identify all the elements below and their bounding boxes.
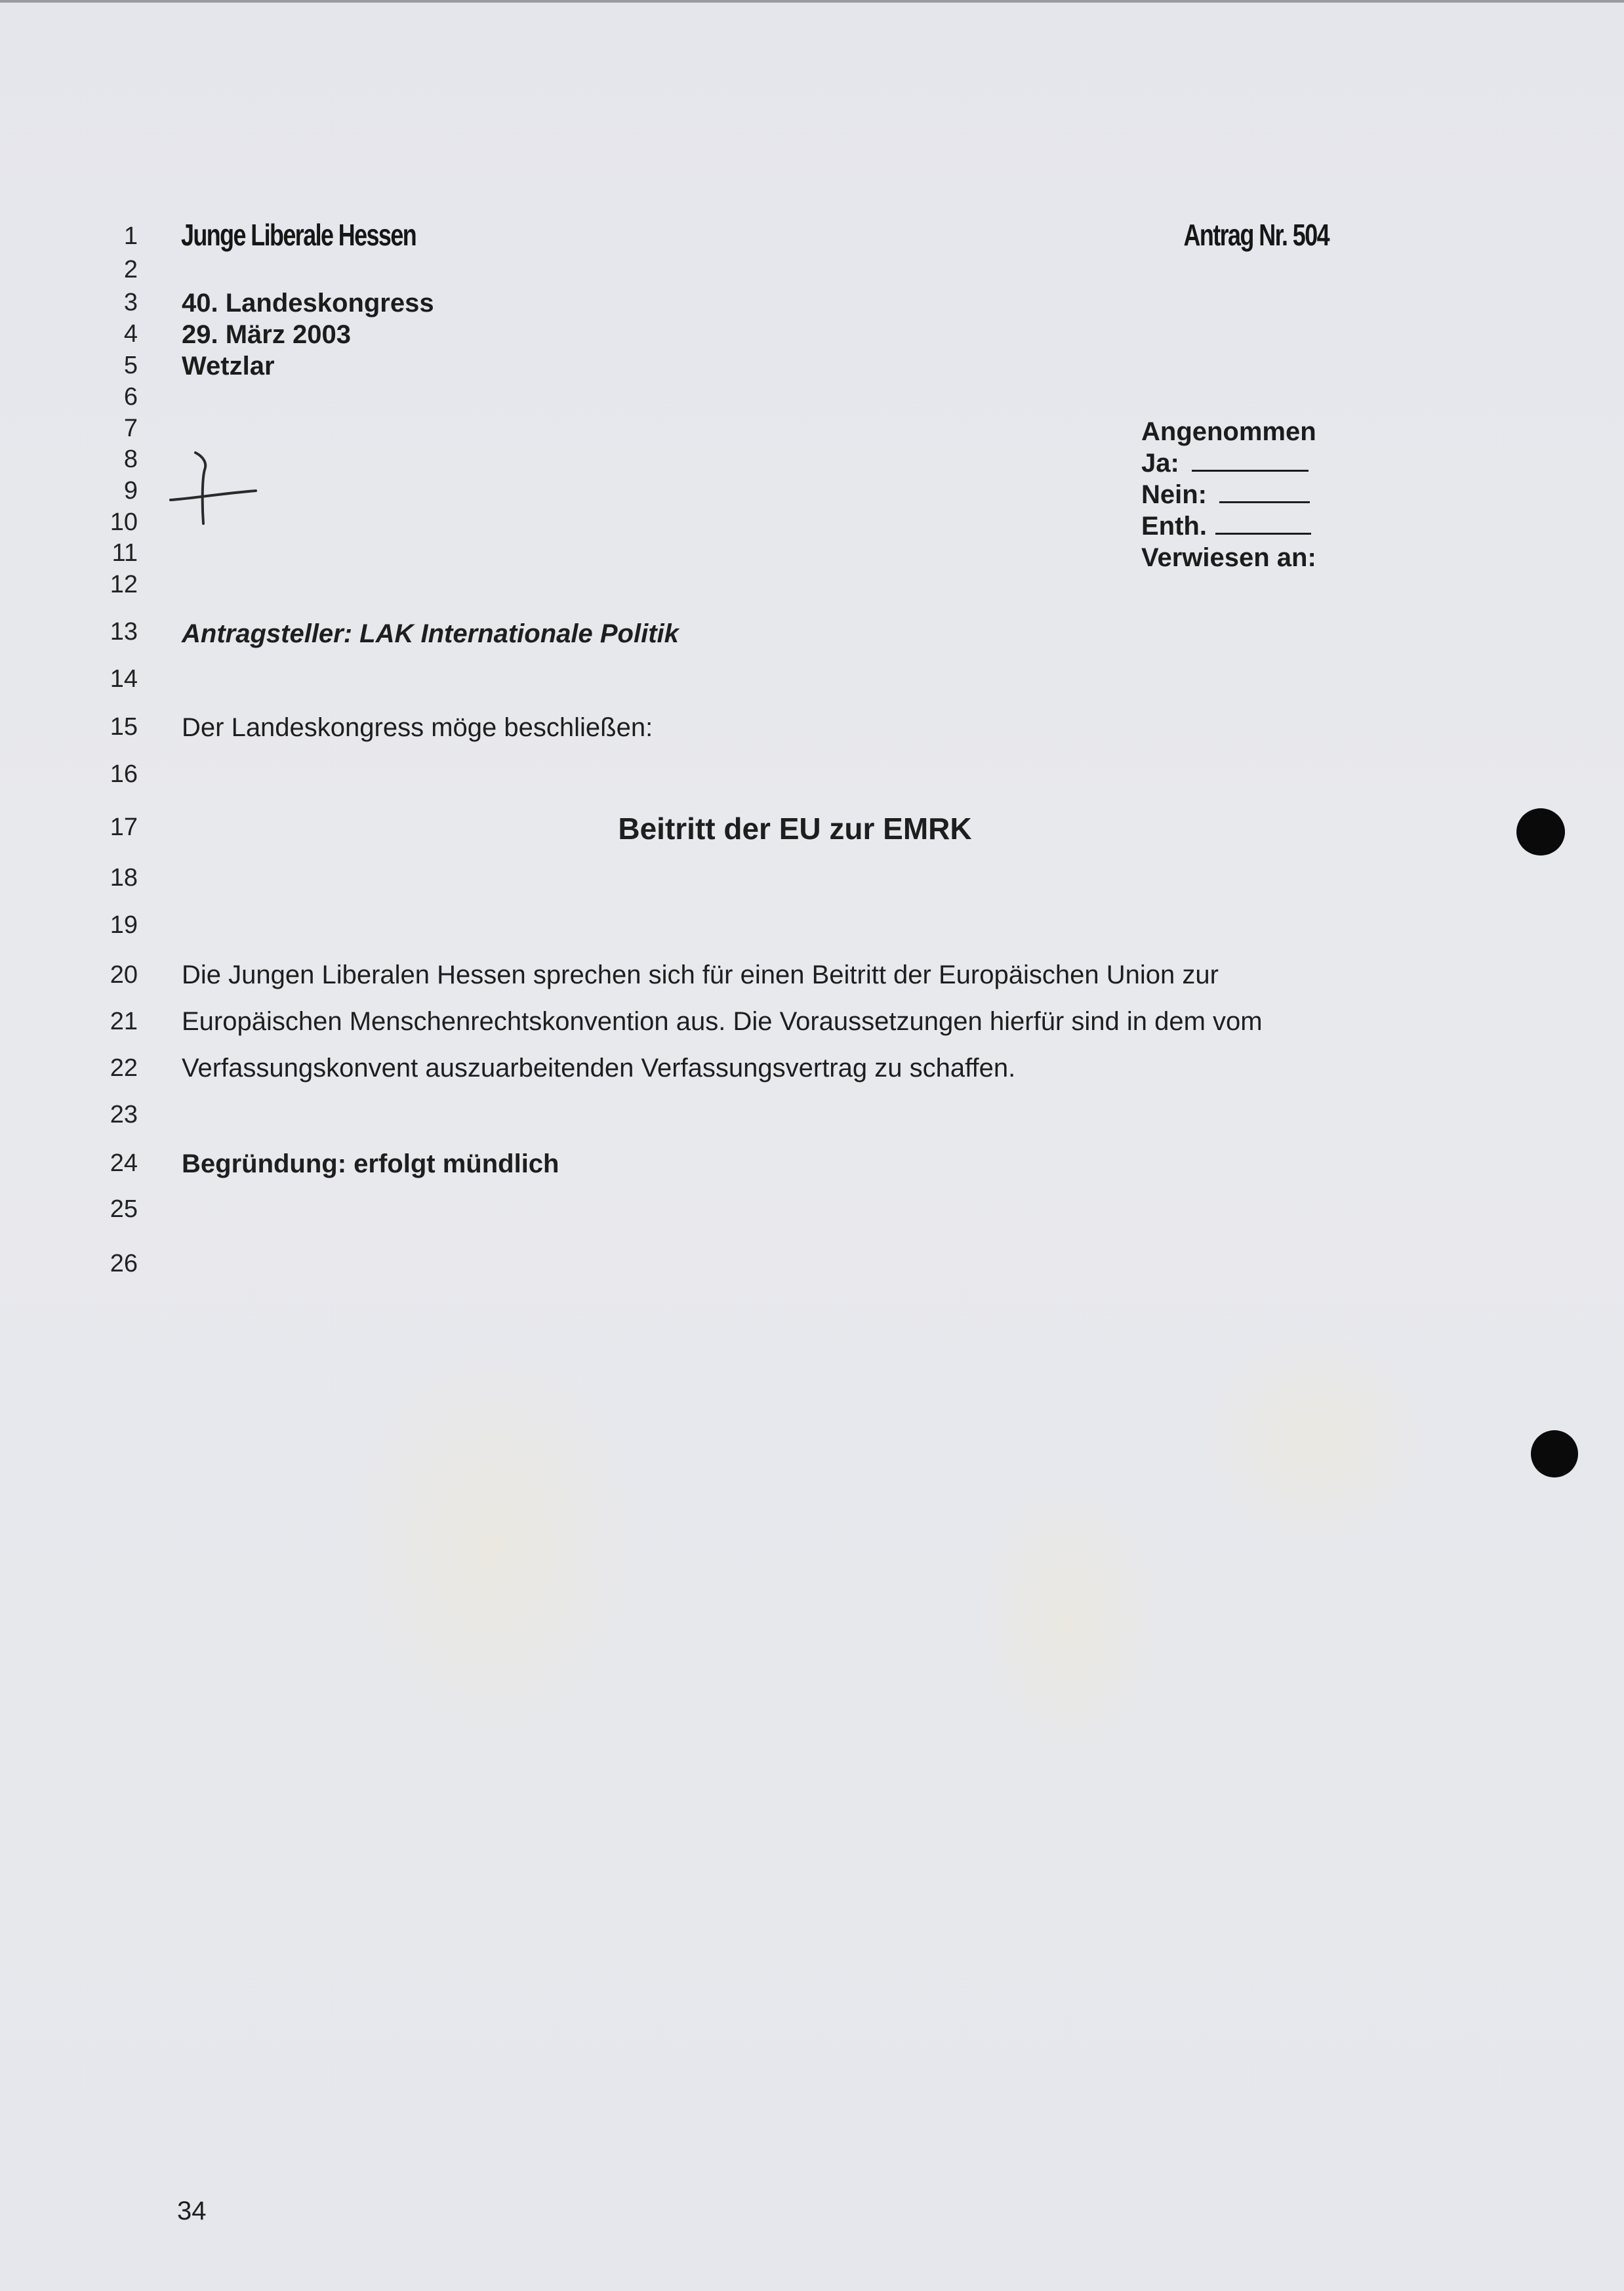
line-number: 21 (110, 1008, 138, 1035)
line-number: 20 (110, 961, 138, 989)
vote-status-label: Angenommen (1141, 417, 1316, 446)
punch-hole (1516, 808, 1565, 856)
line-number: 16 (110, 760, 138, 788)
applicant-line: Antragsteller: LAK Internationale Politik (182, 619, 679, 648)
page-number: 34 (177, 2197, 207, 2225)
vote-ja-row (1141, 447, 1309, 479)
line-number: 13 (110, 618, 138, 646)
line-number: 15 (110, 713, 138, 741)
line-number: 26 (110, 1250, 138, 1277)
vote-ja-blank[interactable] (1192, 447, 1309, 472)
line-number: 18 (110, 864, 138, 892)
organization-heading: Junge Liberale Hessen (181, 218, 416, 252)
line-number: 7 (123, 415, 138, 442)
line-number: 2 (123, 256, 138, 283)
congress-date: 29. März 2003 (182, 320, 351, 349)
vote-enth-row (1141, 510, 1311, 542)
line-number: 8 (123, 445, 138, 473)
line-number: 17 (110, 814, 138, 841)
vote-enth-blank[interactable] (1215, 510, 1311, 535)
punch-hole (1531, 1430, 1578, 1477)
vote-nein-label: Nein: (1141, 480, 1207, 509)
line-number: 12 (110, 571, 138, 598)
antrag-number: Antrag Nr. 504 (1183, 218, 1329, 252)
line-number: 19 (110, 911, 138, 939)
vote-enth-label: Enth. (1141, 512, 1207, 541)
line-number: 6 (123, 383, 138, 411)
line-number: 23 (110, 1101, 138, 1128)
vote-nein-blank[interactable] (1219, 479, 1310, 503)
handwritten-mark-icon (164, 440, 262, 538)
vote-nein-row (1141, 479, 1310, 510)
vote-ja-label: Ja: (1141, 449, 1179, 478)
line-number: 24 (110, 1149, 138, 1177)
paper-stain (341, 1345, 643, 1752)
paper-stain (971, 1476, 1167, 1765)
line-number: 14 (110, 665, 138, 693)
congress-location: Wetzlar (182, 352, 275, 381)
justification-line: Begründung: erfolgt mündlich (182, 1149, 559, 1178)
vote-referred-label: Verwiesen an: (1141, 543, 1316, 572)
line-number: 11 (112, 539, 138, 567)
body-line: Die Jungen Liberalen Hessen sprechen sich für einen Beitritt der Europäischen Union zur (182, 960, 1219, 989)
motion-title: Beitritt der EU zur EMRK (618, 812, 972, 846)
line-number: 5 (123, 352, 138, 379)
congress-label: 40. Landeskongress (182, 289, 434, 318)
line-number: 9 (123, 477, 138, 505)
page-top-edge (0, 0, 1624, 3)
line-number: 1 (123, 222, 138, 250)
paper-stain (1200, 1332, 1430, 1548)
line-number: 4 (123, 320, 138, 348)
line-number: 25 (110, 1195, 138, 1223)
line-number: 22 (110, 1054, 138, 1082)
line-number: 10 (110, 508, 138, 536)
line-number: 3 (123, 289, 138, 316)
body-line: Europäischen Menschenrechtskonvention aus. Die Voraussetzungen hierfür sind in dem vom (182, 1007, 1263, 1036)
body-line: Verfassungskonvent auszuarbeitenden Verfassungsvertrag zu schaffen. (182, 1054, 1016, 1083)
resolution-intro: Der Landeskongress möge beschließen: (182, 713, 653, 742)
